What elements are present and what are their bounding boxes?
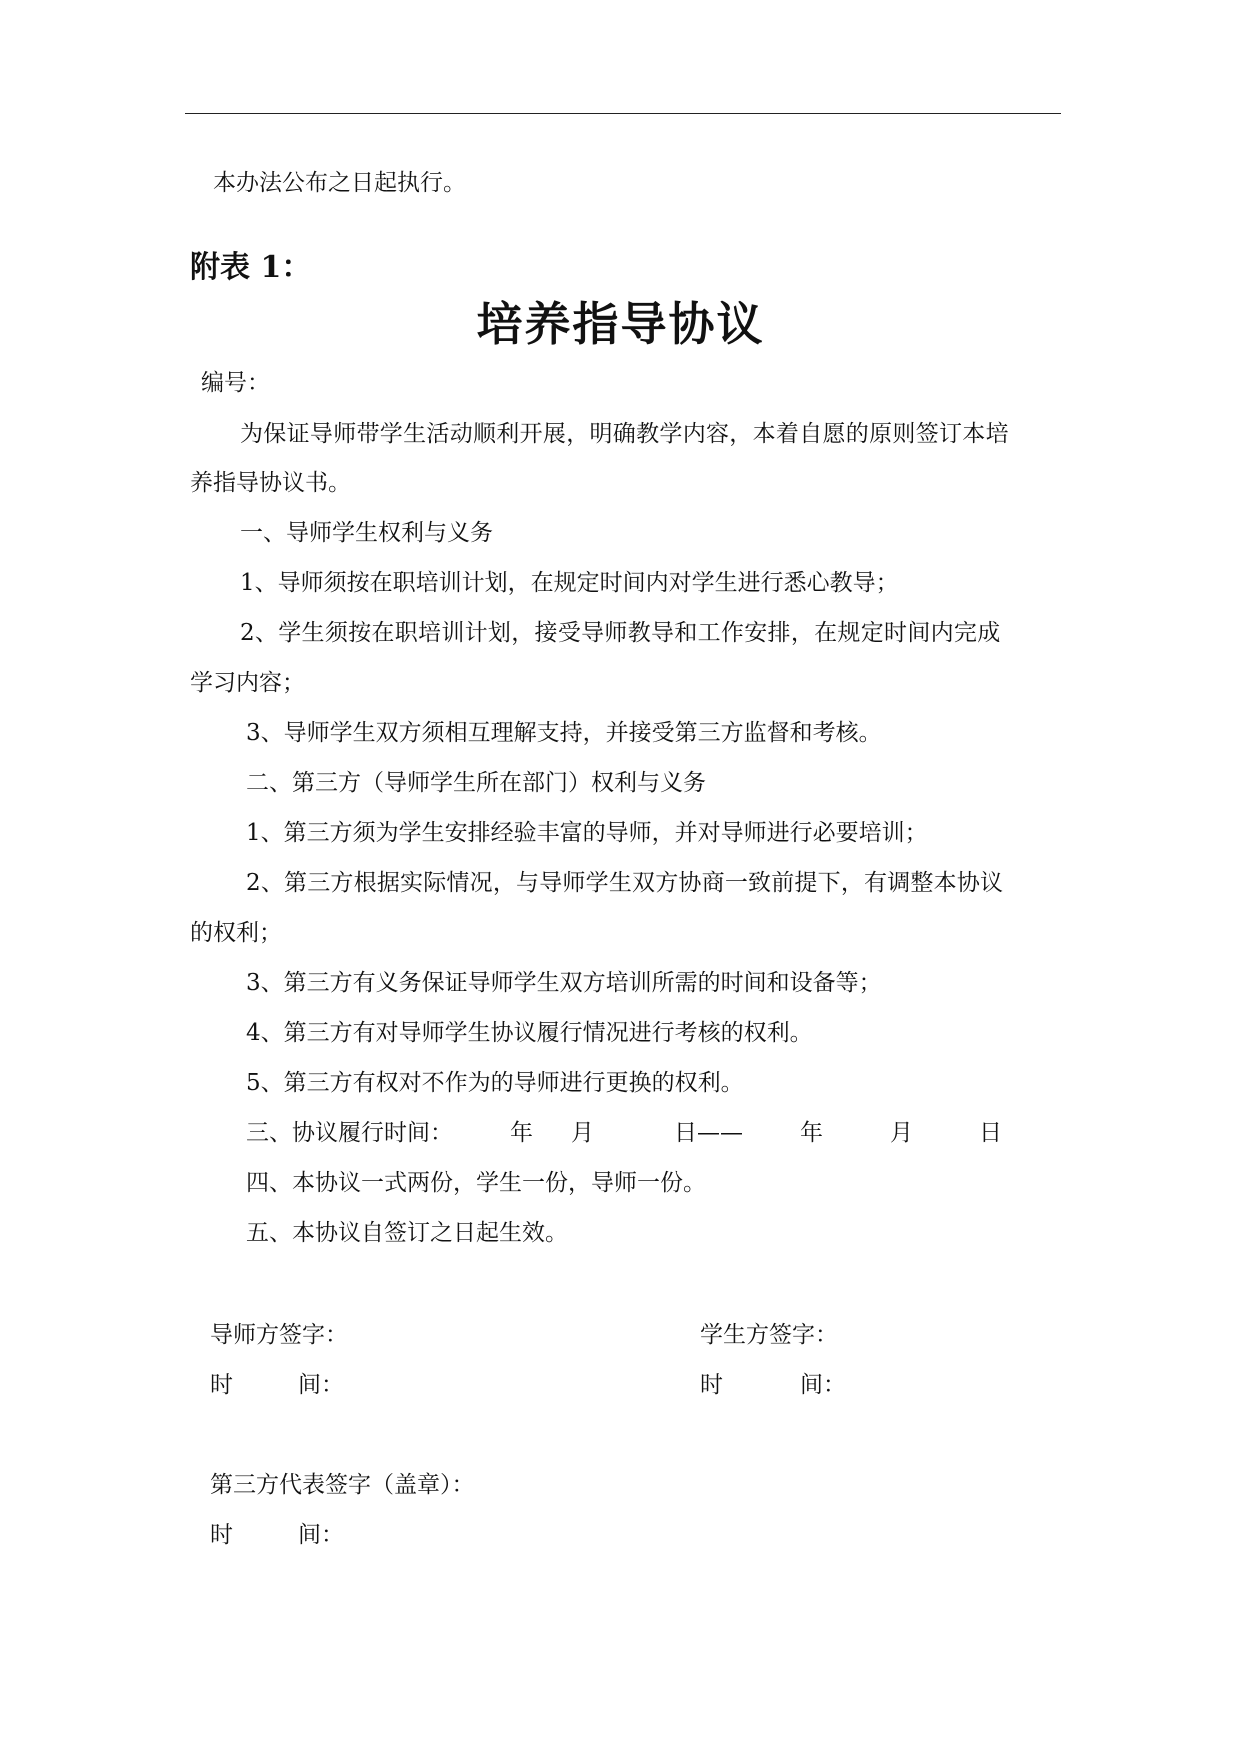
section2-item3: 3、第三方有义务保证导师学生双方培训所需的时间和设备等； xyxy=(246,970,882,996)
third-party-signature-label: 第三方代表签字（盖章）： xyxy=(210,1472,475,1498)
intro-line-1: 为保证导师带学生活动顺利开展，明确教学内容，本着自愿的原则签订本培 xyxy=(240,421,1009,447)
section4: 四、本协议一式两份，学生一份，导师一份。 xyxy=(246,1170,706,1196)
section2-item4: 4、第三方有对导师学生协议履行情况进行考核的权利。 xyxy=(246,1020,813,1046)
closing-line: 本办法公布之日起执行。 xyxy=(213,170,466,196)
number-label: 编号： xyxy=(201,370,270,396)
section3-label: 三、协议履行时间： xyxy=(246,1120,453,1146)
document-title: 培养指导协议 xyxy=(476,297,765,351)
student-time-char2: 间： xyxy=(800,1372,846,1398)
section1-item3: 3、导师学生双方须相互理解支持，并接受第三方监督和考核。 xyxy=(246,720,882,746)
period-month-end: 月 xyxy=(890,1120,913,1146)
period-day-start: 日—— xyxy=(674,1120,743,1146)
attachment-label: 附表 1： xyxy=(190,250,312,285)
student-signature-label: 学生方签字： xyxy=(700,1322,838,1348)
section1-item1: 1、导师须按在职培训计划，在规定时间内对学生进行悉心教导； xyxy=(240,570,899,596)
mentor-time-char1: 时 xyxy=(210,1372,233,1398)
section2-item2-line2: 的权利； xyxy=(190,920,282,946)
section1-item2-line2: 学习内容； xyxy=(190,670,305,696)
section2-item2-line1: 2、第三方根据实际情况，与导师学生双方协商一致前提下，有调整本协议 xyxy=(246,870,1004,896)
section2-item1: 1、第三方须为学生安排经验丰富的导师，并对导师进行必要培训； xyxy=(246,820,928,846)
section1-item2-line1: 2、学生须按在职培训计划，接受导师教导和工作安排，在规定时间内完成 xyxy=(240,620,1001,646)
section2-heading: 二、第三方（导师学生所在部门）权利与义务 xyxy=(246,770,706,796)
period-month-start: 月 xyxy=(571,1120,594,1146)
period-day-end: 日 xyxy=(979,1120,1002,1146)
mentor-signature-label: 导师方签字： xyxy=(210,1322,348,1348)
third-party-time-char2: 间： xyxy=(298,1522,344,1548)
section1-heading: 一、导师学生权利与义务 xyxy=(240,520,493,546)
third-party-time-char1: 时 xyxy=(210,1522,233,1548)
header-rule xyxy=(185,113,1061,114)
mentor-time-char2: 间： xyxy=(298,1372,344,1398)
period-year-end: 年 xyxy=(800,1120,823,1146)
section2-item5: 5、第三方有权对不作为的导师进行更换的权利。 xyxy=(246,1070,744,1096)
section3-agreement-period xyxy=(246,1118,1046,1148)
intro-line-2: 养指导协议书。 xyxy=(190,470,351,496)
period-year-start: 年 xyxy=(510,1120,533,1146)
section5: 五、本协议自签订之日起生效。 xyxy=(246,1220,568,1246)
student-time-char1: 时 xyxy=(700,1372,723,1398)
